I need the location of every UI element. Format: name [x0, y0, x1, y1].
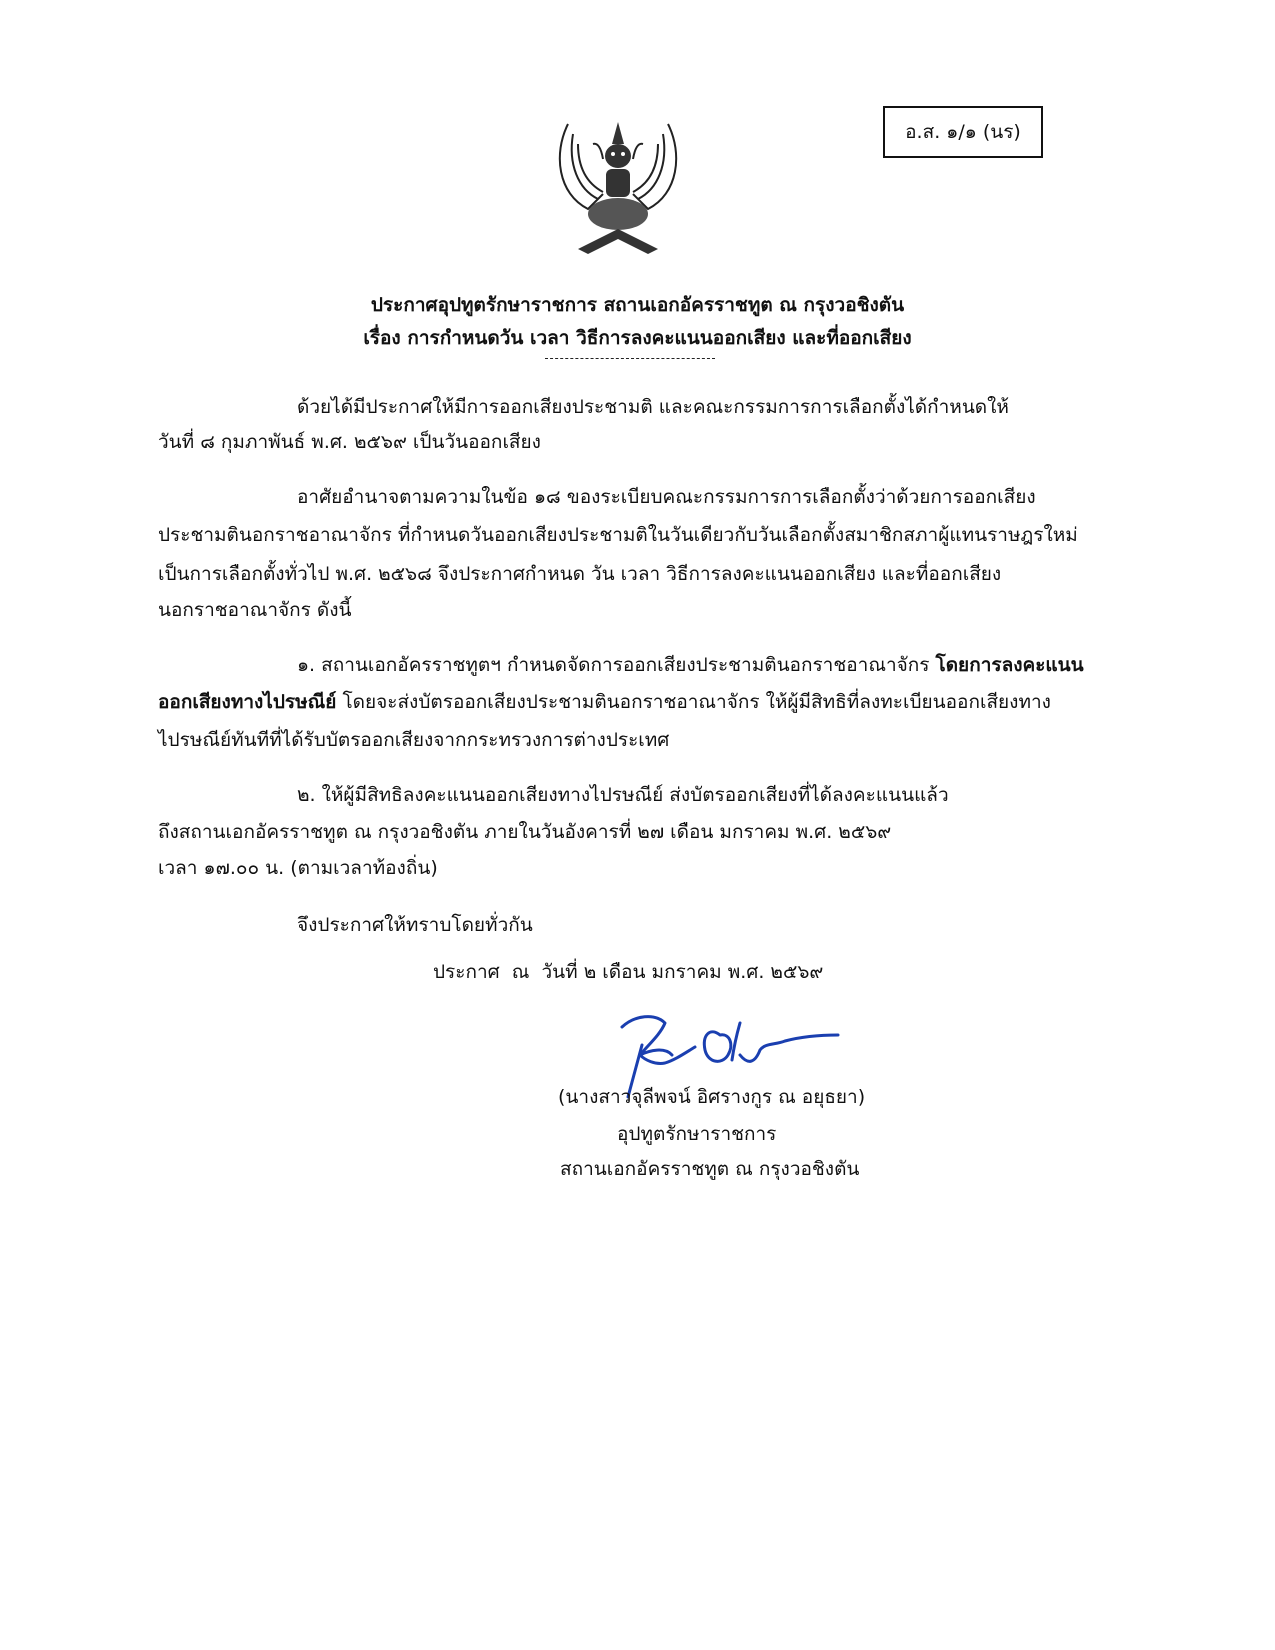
announcement-date: ประกาศ ณ วันที่ ๒ เดือน มกราคม พ.ศ. ๒๕๖๙: [433, 961, 824, 983]
paragraph-3-line-1-emphasis: โดยการลงคะแนน: [935, 654, 1084, 676]
paragraph-4-line-2: ถึงสถานเอกอัครราชทูต ณ กรุงวอชิงตัน ภายในวันอังคารที่ ๒๗ เดือน มกราคม พ.ศ. ๒๕๖๙: [158, 821, 892, 843]
closing-statement: จึงประกาศให้ทราบโดยทั่วกัน: [297, 914, 533, 936]
paragraph-2-line-3: เป็นการเลือกตั้งทั่วไป พ.ศ. ๒๕๖๘ จึงประกาศกำหนด วัน เวลา วิธีการลงคะแนนออกเสียง และที่ออกเสียง: [158, 563, 1002, 585]
paragraph-2-line-4: นอกราชอาณาจักร ดังนี้: [158, 599, 352, 621]
paragraph-4-line-3: เวลา ๑๗.๐๐ น. (ตามเวลาท้องถิ่น): [158, 857, 438, 879]
paragraph-1-line-1: ด้วยได้มีประกาศให้มีการออกเสียงประชามติ และคณะกรรมการการเลือกตั้งได้กำหนดให้: [297, 396, 1009, 418]
paragraph-3-line-2-emphasis: ออกเสียงทางไปรษณีย์: [158, 691, 337, 713]
garuda-emblem-icon: [548, 114, 688, 264]
paragraph-2-line-2: ประชามตินอกราชอาณาจักร ที่กำหนดวันออกเสียงประชามติในวันเดียวกับวันเลือกตั้งสมาชิกสภาผู้แทนราษฎรใหม่: [158, 524, 1078, 546]
paragraph-3-line-1: [297, 652, 1084, 678]
title-line-2: เรื่อง การกำหนดวัน เวลา วิธีการลงคะแนนออกเสียง และที่ออกเสียง: [363, 327, 912, 349]
signatory-name: (นางสาวจุลีพจน์ อิศรางกูร ณ อยุธยา): [558, 1086, 866, 1108]
paragraph-1-line-2: วันที่ ๘ กุมภาพันธ์ พ.ศ. ๒๕๖๙ เป็นวันออกเสียง: [158, 431, 541, 453]
form-code: อ.ส. ๑/๑ (นร): [905, 121, 1021, 143]
paragraph-3-line-3: ไปรษณีย์ทันทีที่ได้รับบัตรออกเสียงจากกระทรวงการต่างประเทศ: [158, 729, 670, 751]
signatory-position: อุปทูตรักษาราชการ: [617, 1123, 777, 1145]
paragraph-4-line-1: ๒. ให้ผู้มีสิทธิลงคะแนนออกเสียงทางไปรษณีย์ ส่งบัตรออกเสียงที่ได้ลงคะแนนแล้ว: [297, 784, 949, 806]
signatory-office: สถานเอกอัครราชทูต ณ กรุงวอชิงตัน: [560, 1158, 860, 1180]
title-divider: [545, 358, 715, 359]
paragraph-3-line-2-text: โดยจะส่งบัตรออกเสียงประชามตินอกราชอาณาจักร ให้ผู้มีสิทธิที่ลงทะเบียนออกเสียงทาง: [336, 691, 1051, 713]
form-code-box: [883, 106, 1043, 158]
paragraph-2-line-1: อาศัยอำนาจตามความในข้อ ๑๘ ของระเบียบคณะกรรมการการเลือกตั้งว่าด้วยการออกเสียง: [297, 486, 1036, 508]
paragraph-3-line-1-text: ๑. สถานเอกอัครราชทูตฯ กำหนดจัดการออกเสียงประชามตินอกราชอาณาจักร: [297, 654, 936, 676]
paragraph-3-line-2: [158, 689, 1051, 715]
title-line-1: ประกาศอุปทูตรักษาราชการ สถานเอกอัครราชทูต ณ กรุงวอชิงตัน: [370, 294, 905, 316]
